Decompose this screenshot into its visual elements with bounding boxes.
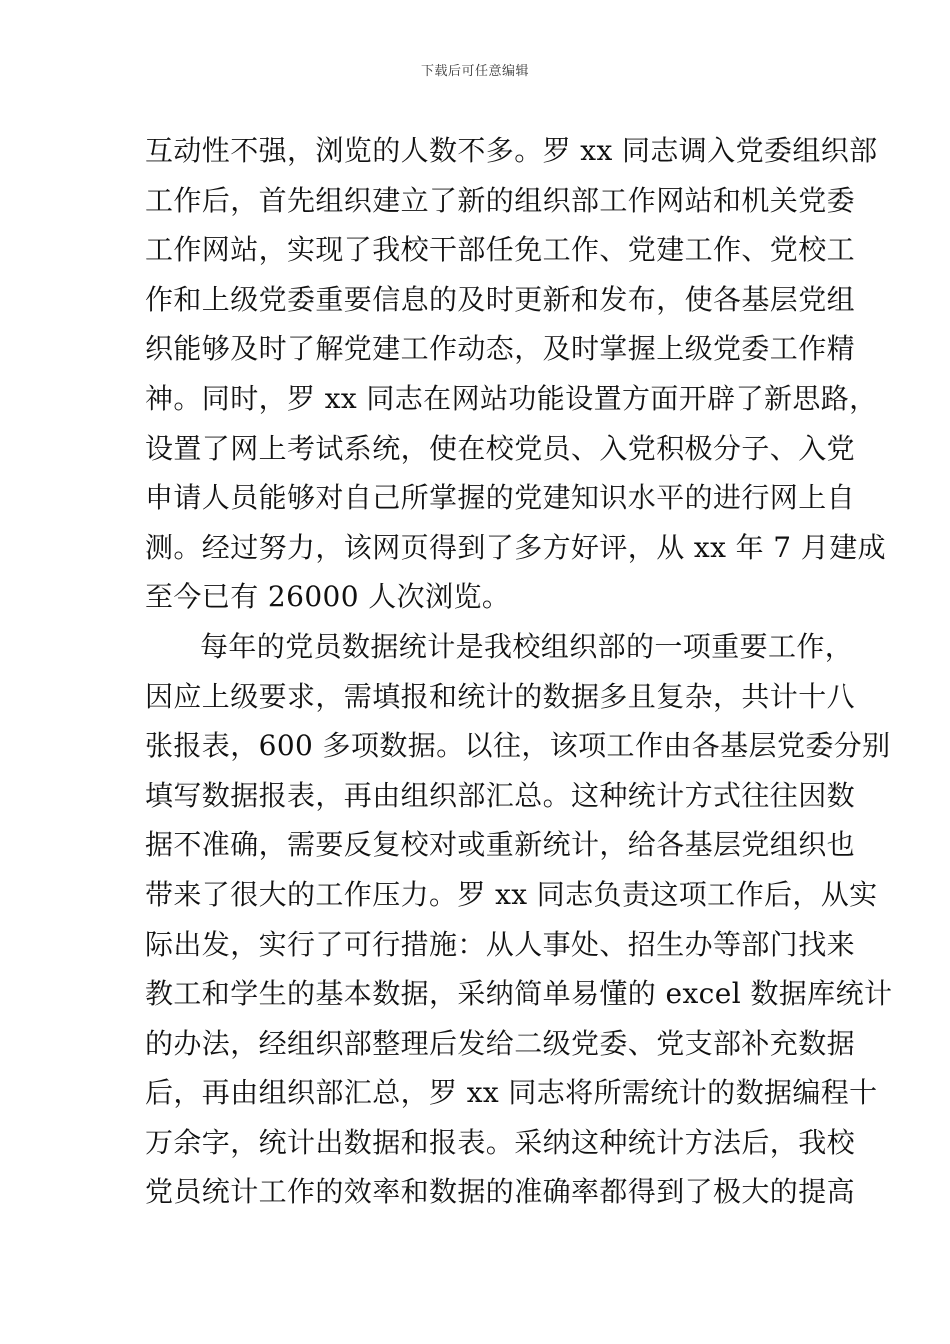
text-line: 填写数据报表，再由组织部汇总。这种统计方式往往因数: [145, 778, 856, 812]
text-line: 工作后，首先组织建立了新的组织部工作网站和机关党委: [145, 183, 856, 217]
text-line: 带来了很大的工作压力。罗 xx 同志负责这项工作后，从实: [145, 877, 878, 911]
text-line: 互动性不强，浏览的人数不多。罗 xx 同志调入党委组织部: [145, 134, 878, 167]
page-header: 下载后可任意编辑: [420, 64, 529, 79]
text-line: 至今已有 26000 人次浏览。: [145, 580, 511, 614]
text-line: 的办法，经组织部整理后发给二级党委、党支部补充数据: [145, 1026, 856, 1060]
text-line: 设置了网上考试系统，使在校党员、入党积极分子、入党: [145, 431, 856, 465]
text-line: 工作网站，实现了我校干部任免工作、党建工作、党校工: [145, 233, 856, 267]
paragraph-1: [145, 126, 887, 622]
text-line: 每年的党员数据统计是我校组织部的一项重要工作，: [200, 629, 854, 663]
document-body: [145, 126, 893, 1217]
text-line: 张报表，600 多项数据。以往，该项工作由各基层党委分别: [145, 729, 891, 763]
text-line: 神。同时，罗 xx 同志在网站功能设置方面开辟了新思路，: [145, 381, 878, 415]
text-line: 测。经过努力，该网页得到了多方好评，从 xx 年 7 月建成: [145, 530, 887, 564]
text-line: 申请人员能够对自己所掌握的党建知识水平的进行网上自: [145, 481, 856, 515]
text-line: 际出发，实行了可行措施：从人事处、招生办等部门找来: [145, 927, 856, 961]
text-line: 教工和学生的基本数据，采纳简单易懂的 excel 数据库统计: [145, 977, 893, 1011]
paragraph-2: [145, 622, 893, 1217]
text-line: 作和上级党委重要信息的及时更新和发布，使各基层党组: [145, 282, 856, 316]
text-line: 因应上级要求，需填报和统计的数据多且复杂，共计十八: [145, 679, 856, 713]
text-line: 织能够及时了解党建工作动态，及时掌握上级党委工作精: [145, 332, 856, 366]
text-line: 据不准确，需要反复校对或重新统计，给各基层党组织也: [145, 828, 856, 862]
text-line: 后，再由组织部汇总，罗 xx 同志将所需统计的数据编程十: [145, 1076, 878, 1110]
text-line: 万余字，统计出数据和报表。采纳这种统计方法后，我校: [145, 1125, 856, 1159]
text-line: 党员统计工作的效率和数据的准确率都得到了极大的提高: [145, 1175, 856, 1209]
